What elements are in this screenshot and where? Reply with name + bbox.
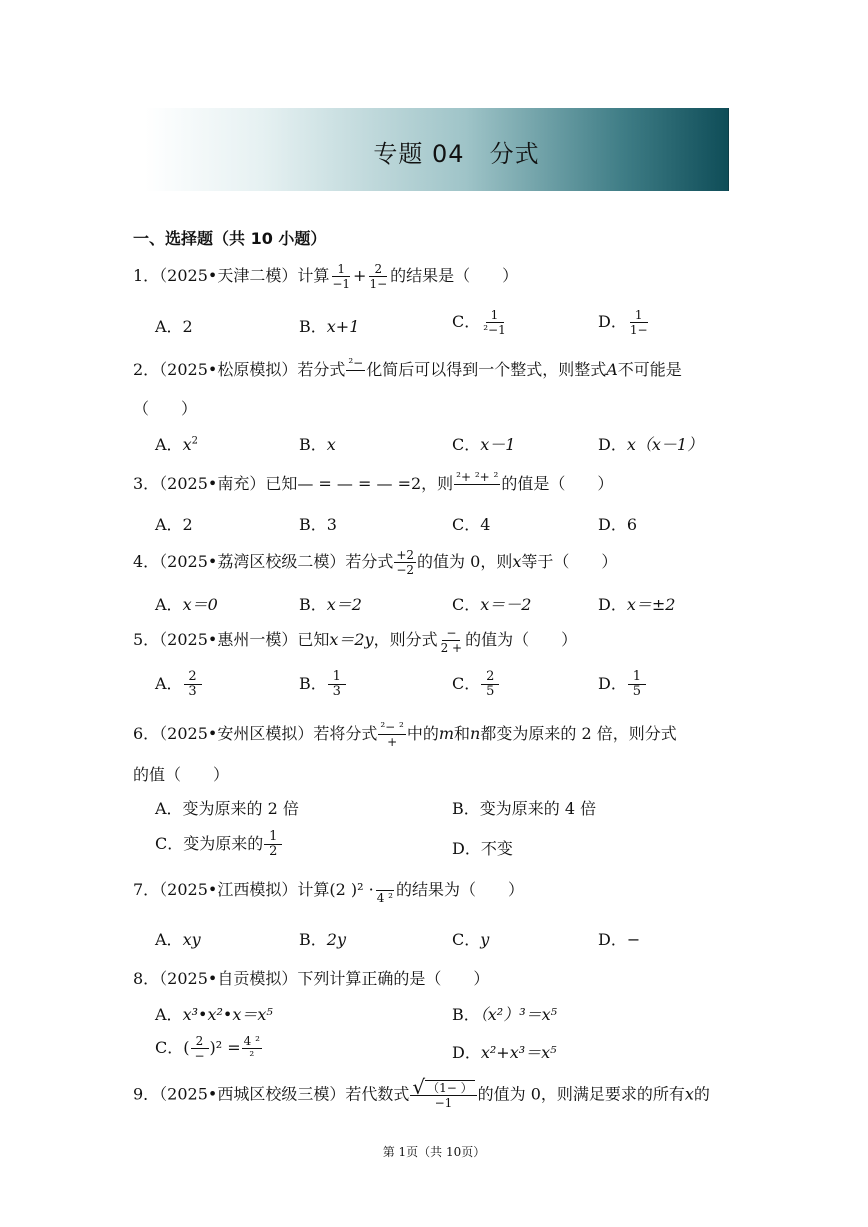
question-1: 1．（2025•天津二模）计算 $\frac{1}{-1}$ + $\frac{2}{1-}$ 的结果是（ ） (133, 262, 519, 291)
fraction: $\frac{+2}{-2}$ (396, 548, 415, 577)
option-c: C．变为原来的 $\frac{1}{2}$ (155, 830, 283, 859)
option-b: B．2y (299, 930, 346, 949)
option-c: C．( $\frac{2}{-}$ )² = $\frac{\text{4 ²}}{\text{²}}$ (155, 1034, 260, 1063)
option-c: C． $\frac{1}{\text{²−1}}$ (452, 308, 506, 337)
option-d: D．不变 (452, 839, 513, 858)
fraction: $\frac{2}{1-}$ (369, 262, 388, 291)
option-a: A．2 (155, 317, 193, 336)
option-d: D． $\frac{1}{1-}$ (598, 308, 648, 337)
question-9: 9．（2025•西城区校级三模）若代数式 $\frac{√ (1- )}{-1}$ 的值为 0，则满足要求的所有x的 (133, 1075, 710, 1110)
option-a: A．$x^2$ (155, 435, 198, 454)
fraction: $\frac{\text{²− ²}}{+}$ (380, 720, 404, 749)
option-c: C．x＝－2 (452, 595, 532, 614)
question-6: 6．（2025•安州区模拟）若将分式 $\frac{\text{²− ²}}{+}$ 中的m和n都变为原来的 2 倍，则分式 (133, 720, 677, 749)
option-c: C． $\frac{2}{5}$ (452, 670, 500, 699)
option-b: B．x＝2 (299, 595, 362, 614)
option-c: C．y (452, 930, 490, 949)
option-b: B．x+1 (299, 317, 360, 336)
option-a: A．2 (155, 515, 193, 534)
option-b: B．（x²）³＝x⁵ (452, 1005, 558, 1024)
option-a: A．变为原来的 2 倍 (155, 799, 299, 818)
page-footer: 第 1页（共 10页） (382, 1145, 486, 1159)
option-d: D．x²+x³＝x⁵ (452, 1043, 557, 1062)
option-c: C．4 (452, 515, 491, 534)
question-3: 3．（2025•南充）已知— = — = — =2，则 ²+ ²+ ² 的值是（ ） (133, 470, 613, 499)
option-d: D．6 (598, 515, 638, 534)
option-c: C．x－1 (452, 435, 516, 454)
fraction: 4 ² (375, 876, 395, 905)
option-b: B．x (299, 435, 336, 454)
option-a: A．x³•x²•x＝x⁵ (155, 1005, 273, 1024)
fraction: $\frac{1}{-1}$ (332, 262, 351, 291)
fraction: ²+ ²+ ² (456, 470, 499, 484)
question-7: 7．（2025•江西模拟）计算(2 )² · 4 ² 的结果为（ ） (133, 876, 524, 905)
option-a: A． $\frac{2}{3}$ (155, 670, 203, 699)
option-a: A．x＝0 (155, 595, 218, 614)
fraction: ²− (348, 356, 364, 370)
fraction: $\frac{√ (1- )}{-1}$ (410, 1080, 476, 1110)
question-6-line2: 的值（ ） (133, 765, 230, 784)
question-8: 8．（2025•自贡模拟）下列计算正确的是（ ） (133, 969, 490, 988)
title-banner (145, 108, 729, 191)
radical: √ （1− ） (412, 1075, 473, 1099)
option-b: B．3 (299, 515, 337, 534)
fraction: $\frac{-}{2 +}$ (440, 626, 463, 655)
question-stem: 1．（2025•天津二模）计算 (133, 266, 330, 285)
option-d: D． $\frac{1}{5}$ (598, 670, 647, 699)
section-heading: 一、选择题（共 10 小题） (133, 229, 327, 248)
question-4: 4．（2025•荔湾区校级二模）若分式 $\frac{+2}{-2}$ 的值为 0，则x等于（ ） (133, 548, 618, 577)
option-b: B． $\frac{1}{3}$ (299, 670, 347, 699)
option-d: D．− (598, 930, 641, 949)
question-2-line2: （ ） (133, 399, 198, 418)
option-d: D．x＝±2 (598, 595, 676, 614)
page-title: 专题 04 分式 (373, 140, 540, 168)
question-2: 2．（2025•松原模拟）若分式 ²− 化简后可以得到一个整式，则整式A不可能是 (133, 356, 682, 385)
option-a: A．xy (155, 930, 201, 949)
option-b: B．变为原来的 4 倍 (452, 799, 597, 818)
option-d: D．x（x－1） (598, 435, 704, 454)
question-5: 5．（2025•惠州一模）已知x＝2y，则分式 $\frac{-}{2 +}$ 的值为（ ） (133, 626, 578, 655)
